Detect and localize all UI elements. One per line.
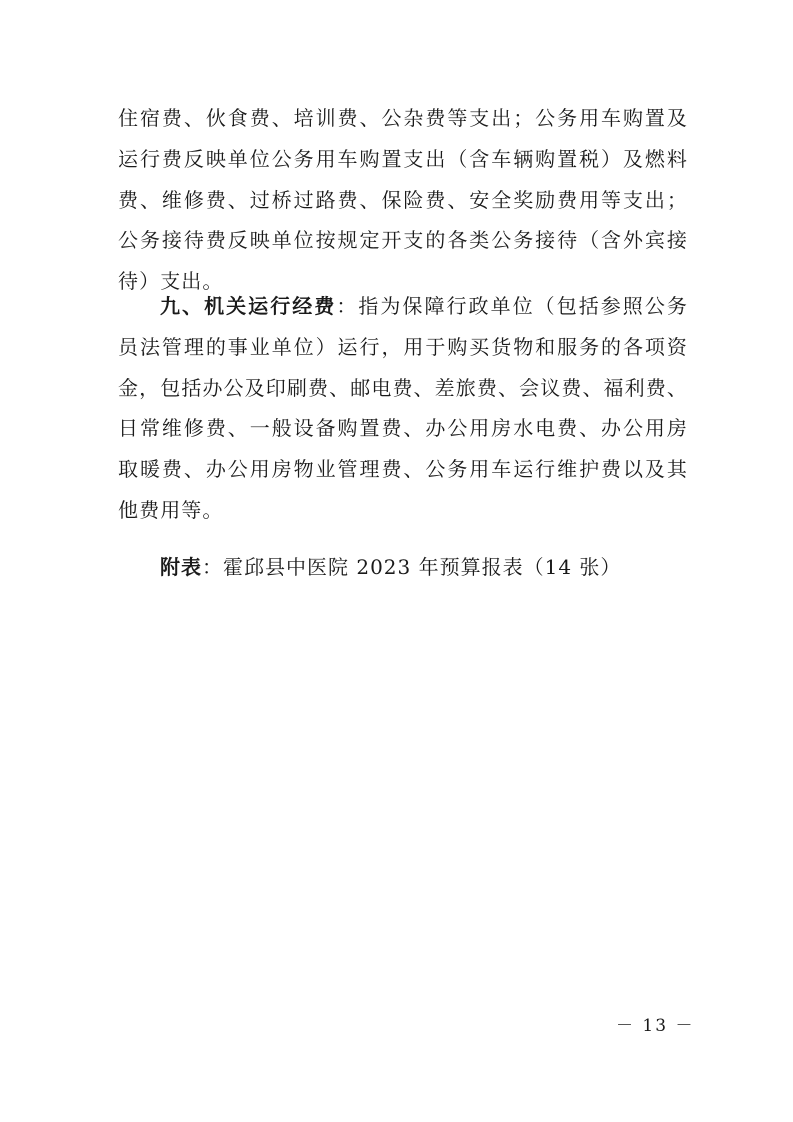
attachment-text: ：霍邱县中医院 2023 年预算报表（14 张）	[202, 555, 622, 579]
attachment-note	[160, 547, 621, 587]
text-line: 待）支出。	[118, 269, 224, 294]
text-line: 日常维修费、一般设备购置费、办公用房水电费、办公用房	[118, 416, 688, 441]
text-line	[118, 286, 688, 327]
heading-continuation: ：指为保障行政单位（包括参照公务	[336, 294, 688, 318]
text-line: 员法管理的事业单位）运行，用于购买货物和服务的各项资	[118, 334, 688, 359]
text-line: 运行费反映单位公务用车购置支出（含车辆购置税）及燃料	[118, 146, 688, 171]
text-line: 金，包括办公及印刷费、邮电费、差旅费、会议费、福利费、	[118, 375, 688, 400]
section-heading: 九、机关运行经费	[160, 294, 337, 318]
text-line: 他费用等。	[118, 497, 224, 522]
text-line: 公务接待费反映单位按规定开支的各类公务接待（含外宾接	[118, 228, 688, 253]
text-line: 住宿费、伙食费、培训费、公杂费等支出；公务用车购置及	[118, 106, 688, 130]
text-line: 取暖费、办公用房物业管理费、公务用车运行维护费以及其	[118, 457, 688, 482]
text-line: 费、维修费、过桥过路费、保险费、安全奖励费用等支出；	[118, 187, 688, 212]
paragraph-expense-description	[118, 98, 688, 302]
paragraph-operating-expenses	[118, 286, 688, 531]
page-number: － 13 －	[616, 1016, 695, 1036]
attachment-label: 附表	[160, 555, 202, 579]
